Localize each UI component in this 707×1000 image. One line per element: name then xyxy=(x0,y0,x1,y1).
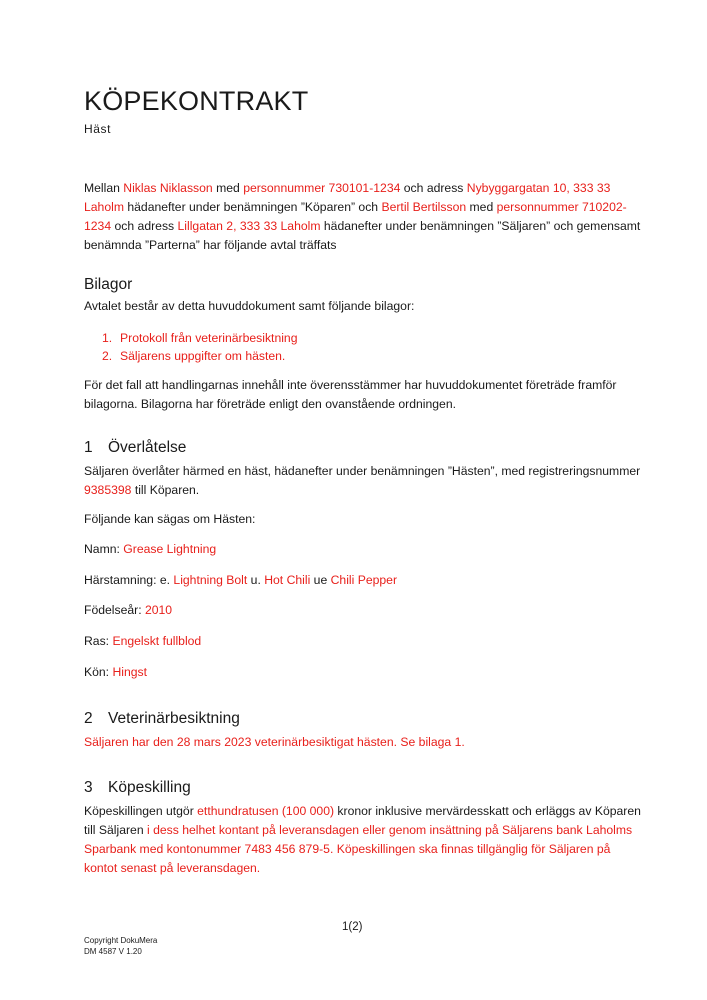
bilagor-list xyxy=(102,329,298,365)
seller-pnr: personnummer 710202-1234 xyxy=(84,200,627,233)
purchase-price: etthundratusen (100 000) xyxy=(197,804,335,818)
horse-name: Grease Lightning xyxy=(123,542,217,556)
footer xyxy=(84,935,157,957)
intro-paragraph: Mellan Niklas Niklasson med personnummer 730101-1234 och adress Nybyggargatan 10, 333 33 Laholm hädanefter under benämningen ”Köparen” och Bertil Bertilsson med personnummer 710202-1234 och adress Lillgatan 2, 333 33 Laholm hädanefter under benämningen ”Säljaren” och gemensamt benämnda ”Parterna” har följande avtal träffats xyxy=(84,181,641,252)
buyer-address: Nybyggargatan 10, 333 33 Laholm xyxy=(84,181,611,214)
horse-born: 2010 xyxy=(144,603,173,617)
horse-breed-line: Ras: Engelskt fullblod xyxy=(84,634,202,648)
seller-address: Lillgatan 2, 333 33 Laholm xyxy=(177,219,321,233)
buyer-pnr: personnummer 730101-1234 xyxy=(243,181,401,195)
bilagor-heading: Bilagor xyxy=(84,276,133,293)
horse-damsire: Chili Pepper xyxy=(330,573,398,587)
horse-born-line: Födelseår: 2010 xyxy=(84,603,173,617)
section-2-text: Säljaren har den 28 mars 2023 veterinärbesiktigat hästen. Se bilaga 1. xyxy=(84,735,465,749)
list-item: 2. Säljarens uppgifter om hästen. xyxy=(102,349,286,363)
footer-doc-id: DM 4587 V 1.20 xyxy=(84,947,142,956)
horse-pedigree-line: Härstamning: e. Lightning Bolt u. Hot Chili ue Chili Pepper xyxy=(84,573,398,587)
buyer-name: Niklas Niklasson xyxy=(123,181,213,195)
bilagor-intro: Avtalet består av detta huvuddokument samt följande bilagor: xyxy=(84,299,415,313)
section-1-paragraph: Säljaren överlåter härmed en häst, hädanefter under benämningen ”Hästen”, med registreringsnummer 9385398 till Köparen. xyxy=(84,464,641,497)
payment-terms: i dess helhet kontant på leveransdagen eller genom insättning på Säljarens bank Laholms Sparbank med kontonummer 7483 456 879-5. Köpeskillingen ska finnas tillgänglig för Säljaren på kontot senast på leveransdagen. xyxy=(84,823,633,875)
section-1-heading: 1 Överlåtelse xyxy=(84,439,187,456)
section-3-heading: 3 Köpeskilling xyxy=(84,779,191,796)
bilagor-note: För det fall att handlingarnas innehåll inte överensstämmer har huvuddokumentet företräde framför bilagorna. Bilagorna har företräde enligt den ovanstående ordningen. xyxy=(84,378,617,411)
horse-breed: Engelskt fullblod xyxy=(112,634,202,648)
footer-copyright: Copyright DokuMera xyxy=(84,936,158,945)
list-item: 1. Protokoll från veterinärbesiktning xyxy=(102,331,298,345)
registration-number: 9385398 xyxy=(84,483,132,497)
horse-name-line: Namn: Grease Lightning xyxy=(84,542,217,556)
page-number: 1(2) xyxy=(342,921,363,933)
seller-name: Bertil Bertilsson xyxy=(381,200,467,214)
section-3-paragraph: Köpeskillingen utgör etthundratusen (100 000) kronor inklusive mervärdesskatt och erläggs av Köparen till Säljaren i dess helhet kontant på leveransdagen eller genom insättning på Säljarens bank Laholms Sparbank med kontonummer 7483 456 879-5. Köpeskillingen ska finnas tillgänglig för Säljaren på kontot senast på leveransdagen. xyxy=(84,804,641,875)
document-subtitle: Häst xyxy=(84,122,112,136)
document-title: KÖPEKONTRAKT xyxy=(84,86,309,116)
horse-intro: Följande kan sägas om Hästen: xyxy=(84,512,256,526)
horse-dam: Hot Chili xyxy=(264,573,311,587)
section-2-heading: 2 Veterinärbesiktning xyxy=(84,710,240,727)
horse-sex: Hingst xyxy=(112,665,148,679)
horse-sire: Lightning Bolt xyxy=(173,573,248,587)
horse-sex-line: Kön: Hingst xyxy=(84,665,148,679)
